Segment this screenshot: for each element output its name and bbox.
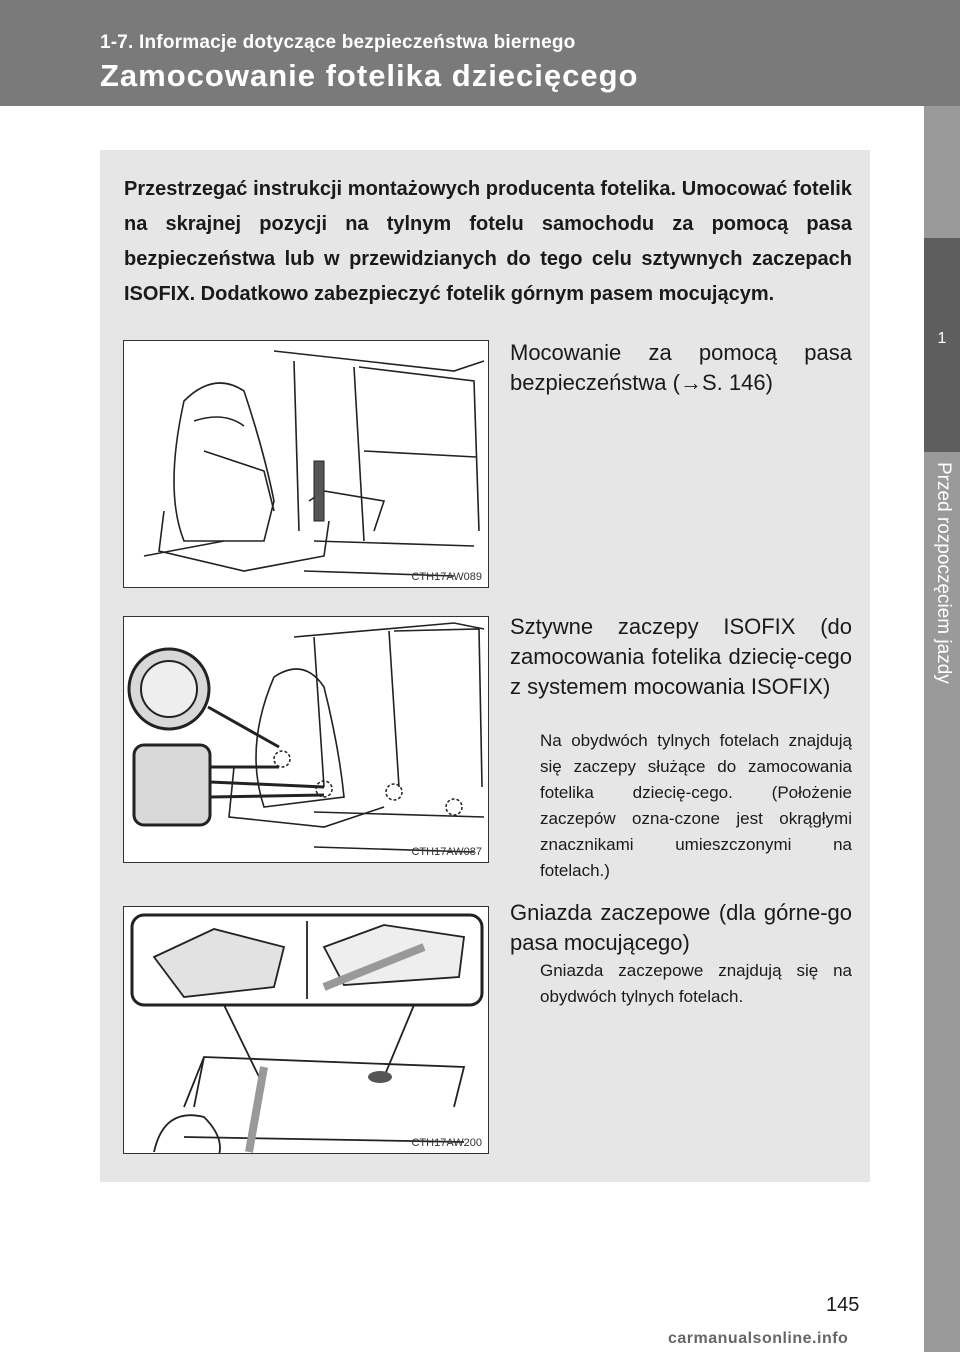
section-heading-tether: Gniazda zaczepowe (dla górne-go pasa mocującego) xyxy=(510,900,852,955)
page-title: Zamocowanie fotelika dziecięcego xyxy=(100,58,639,93)
section-description-isofix: Na obydwóch tylnych fotelach znajdują się zaczepy służące do zamocowania fotelika dziecię-cego. (Położenie zaczepów ozna-czone jest okrągłymi znacznikami umieszczonymi na fotelach.) xyxy=(540,731,852,880)
child-seat-seatbelt-illustration xyxy=(124,341,489,588)
section-description-tether: Gniazda zaczepowe znajdują się na obydwóch tylnych fotelach. xyxy=(540,961,852,1006)
figure-code: CTH17AW087 xyxy=(411,846,482,858)
isofix-anchor-illustration xyxy=(124,617,489,863)
chapter-label: Przed rozpoczęciem jazdy xyxy=(933,462,954,684)
page-header xyxy=(0,0,960,106)
footer-watermark[interactable]: carmanualsonline.info xyxy=(668,1330,849,1347)
section-heading-isofix: Sztywne zaczepy ISOFIX (do zamocowania fotelika dziecię-cego z systemem mocowania ISOFIX) xyxy=(510,614,852,699)
chapter-side-tab xyxy=(924,106,960,1352)
figure-isofix xyxy=(123,616,489,863)
chapter-number-tab[interactable] xyxy=(924,238,960,452)
figure-code: CTH17AW089 xyxy=(411,571,482,583)
chapter-number: 1 xyxy=(937,330,947,347)
section-title: 1-7. Informacje dotyczące bezpieczeństwa biernego xyxy=(100,32,576,53)
figure-code: CTH17AW200 xyxy=(411,1137,482,1149)
intro-paragraph: Przestrzegać instrukcji montażowych producenta fotelika. Umocować fotelik na skrajnej pozycji na tylnym fotelu samochodu za pomocą pasa bezpieczeństwa lub w przewidzianych do tego celu sztywnych zaczepach ISOFIX. Dodatkowo zabezpieczyć fotelik górnym pasem mocującym. xyxy=(124,178,852,305)
top-tether-anchor-illustration xyxy=(124,907,489,1154)
figure-top-tether xyxy=(123,906,489,1154)
figure-seatbelt xyxy=(123,340,489,588)
page-number: 145 xyxy=(826,1294,860,1316)
section-heading-seatbelt: Mocowanie za pomocą pasa bezpieczeństwa (→S. 146) xyxy=(510,340,852,395)
